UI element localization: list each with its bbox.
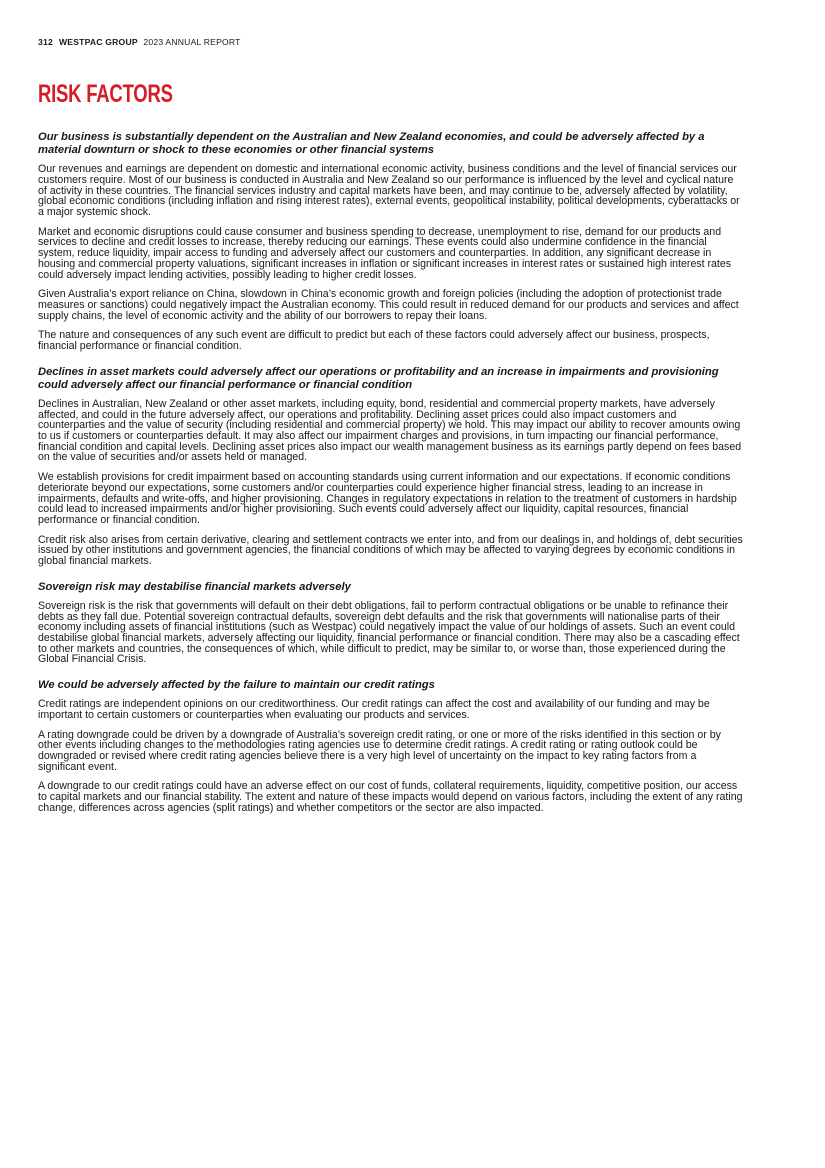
section-sovereign-risk (38, 581, 743, 665)
section-heading: Declines in asset markets could adversely affect our operations or profitability and an increase in impairments and provisioning could adversely affect our financial performance or financial condition (38, 365, 719, 391)
paragraph: Sovereign risk is the risk that governments will default on their debt obligations, fail to perform contractual obligations or be unable to refinance their debts as they fall due. Potential sovereign contractual defaults, sovereign debt defaults and the risk that governments will nationalise parts of their economy including assets of financial institutions (such as Westpac) could negatively impact the value of our holdings of assets. Such an event could destabilise global financial markets, adversely affecting our liquidity, financial performance or financial condition. There may also be a cascading effect to other markets and countries, the consequences of which, while difficult to predict, may be similar to, or worse than, those experienced during the Global Financial Crisis. (38, 599, 740, 666)
section-economies (38, 131, 743, 352)
paragraph: Credit risk also arises from certain derivative, clearing and settlement contracts we enter into, and from our dealings in, and holdings of, debt securities issued by other institutions and government agencies, the financial conditions of which may be affected to varying degrees by economic conditions in global financial markets. (38, 533, 743, 568)
section-heading: We could be adversely affected by the failure to maintain our credit ratings (38, 679, 435, 692)
paragraph: Credit ratings are independent opinions on our creditworthiness. Our credit ratings can affect the cost and availability of our funding and may be important to certain customers or counterparties when evaluating our products and services. (38, 698, 710, 721)
running-header (38, 36, 743, 48)
paragraph: Given Australia’s export reliance on China, slowdown in China’s economic growth and foreign policies (including the adoption of protectionist trade measures or sanctions) could negatively impact the Australian economy. This could result in reduced demand for our products and services and affect supply chains, the level of economic activity and the ability of our borrowers to repay their loans. (38, 288, 739, 322)
paragraph: Declines in Australian, New Zealand or other asset markets, including equity, bond, residential and commercial property markets, have adversely affected, and could in the future adversely affect, our operations and profitability. Declining asset prices could also impact customers and counterparties and the value of security (including residential and commercial property) we hold. This may impact our ability to recover amounts owing to us if customers or counterparties default. It may also affect our impairment charges and provisions, in turn impacting our financial performance, financial condition and capital levels. Declining asset prices also impact our wealth management business as its earnings partly depend on fees based on the value of securities and/or assets held or managed. (38, 397, 742, 464)
brand-name: WESTPAC GROUP (58, 37, 138, 47)
paragraph: Our revenues and earnings are dependent on domestic and international economic activity, business conditions and the level of financial services our customers require. Most of our business is conducted in Australia and New Zealand so our performance is influenced by the level and cyclical nature of activity in these countries. The financial services industry and capital markets have been, and may continue to be, adversely affected by volatility, global economic conditions (including inflation and rising interest rates), external events, geopolitical instability, political developments, cyberattacks or a major systemic shock. (38, 163, 740, 218)
paragraph: We establish provisions for credit impairment based on accounting standards using current information and our expectations. If economic conditions deteriorate beyond our expectations, some customers and/or counterparties could experience higher financial stress, leading to an increase in impairments, defaults and write-offs, and higher provisioning. Changes in regulatory expectations in relation to the treatment of customers in hardship could lead to increased impairments and/or higher provisioning. Such events could adversely affect our liquidity, capital resources, financial performance or financial condition. (38, 471, 737, 526)
paragraph: A rating downgrade could be driven by a downgrade of Australia’s sovereign credit rating, or one or more of the risks identified in this section or by other events including changes to the methodologies rating agencies use to determine credit ratings. A credit rating or rating outlook could be downgraded or revised where credit rating agencies believe there is a very high level of uncertainty on the impact to key rating factors from a significant event. (38, 728, 721, 773)
paragraph: A downgrade to our credit ratings could have an adverse effect on our cost of funds, collateral requirements, liquidity, competitive position, our access to capital markets and our financial stability. The extent and nature of these impacts would depend on various factors, including the extent of any rating change, differences across agencies (split ratings) and whether competitors or the sector are also impacted. (38, 780, 743, 814)
paragraph: Market and economic disruptions could cause consumer and business spending to decrease, unemployment to rise, demand for our products and services to decline and credit losses to increase, thereby reducing our earnings. These events could also undermine confidence in the financial system, reduce liquidity, impair access to funding and adversely affect our customers and counterparties. In addition, any significant decrease in housing and commercial property valuations, significant increases in inflation or significant increases in interest rates or sustained high interest rates could adversely impact lending activities, possibly leading to higher credit losses. (38, 225, 732, 281)
section-heading: Our business is substantially dependent on the Australian and New Zealand economies, and could be adversely affected by a material downturn or shock to these economies or other financial systems (38, 131, 705, 157)
section-asset-markets (38, 366, 743, 567)
page-title: RISK FACTORS (38, 80, 173, 108)
paragraph: The nature and consequences of any such event are difficult to predict but each of these factors could adversely affect our business, prospects, financial performance or financial condition. (38, 329, 710, 353)
page-number: 312 (38, 37, 53, 47)
section-heading: Sovereign risk may destabilise financial markets adversely (38, 580, 351, 593)
section-credit-ratings (38, 679, 743, 813)
report-name: 2023 ANNUAL REPORT (143, 37, 241, 47)
